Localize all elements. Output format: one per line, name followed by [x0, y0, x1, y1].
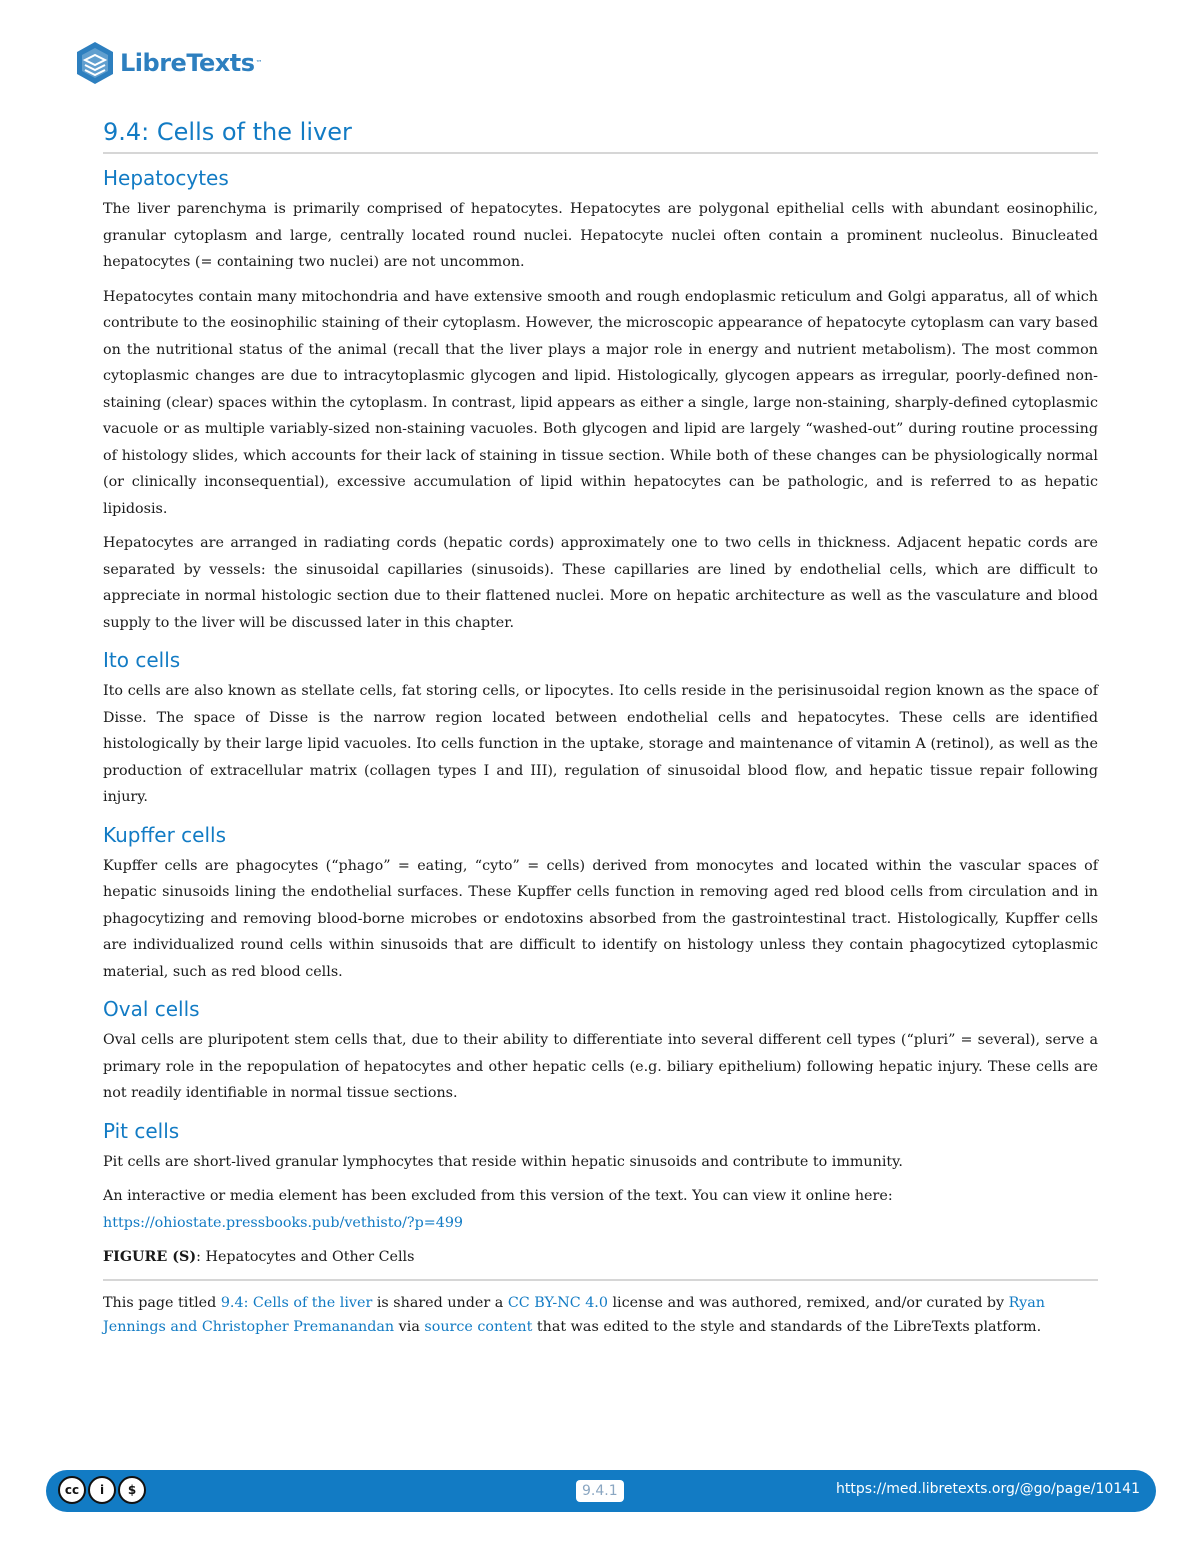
paragraph: Ito cells are also known as stellate cells, fat storing cells, or lipocytes. Ito cells reside in the perisinusoidal region known as the space of Disse. The space of Disse is the narrow region located between endothelial cells and hepatocytes. These cells are identified histologically by their large lipid vacuoles. Ito cells function in the uptake, storage and maintenance of vitamin A (retinol), as well as the production of extracellular matrix (collagen types I and III), regulation of sinusoidal blood flow, and hepatic tissue repair following injury. [103, 683, 1098, 805]
logo-text: LibreTexts [120, 49, 255, 77]
paragraph: Hepatocytes are arranged in radiating cords (hepatic cords) approximately one to two cells in thickness. Adjacent hepatic cords are separated by vessels: the sinusoidal capillaries (sinusoids). These capillaries are lined by endothelial cells, which are difficult to appreciate in normal histologic section due to their flattened nuclei. More on hepatic architecture as well as the vasculature and blood supply to the liver will be discussed later in this chapter. [103, 535, 1098, 631]
license-suffix: that was edited to the style and standards of the LibreTexts platform. [532, 1318, 1042, 1335]
section-heading: Oval cells [103, 997, 200, 1021]
by-icon: i [88, 1476, 116, 1504]
page-title-link[interactable]: 9.4: Cells of the liver [220, 1294, 373, 1311]
cc-license-badge[interactable] [58, 1476, 146, 1504]
cc-icon: cc [58, 1476, 86, 1504]
nc-icon: $ [118, 1476, 146, 1504]
logo-trademark: ™ [255, 59, 263, 67]
section-heading: Ito cells [103, 648, 181, 672]
section-ito-cells [103, 648, 1098, 811]
paragraph: Hepatocytes contain many mitochondria and have extensive smooth and rough endoplasmic reticulum and Golgi apparatus, all of which contribute to the eosinophilic staining of their cytoplasm. However, the microscopic appearance of hepatocyte cytoplasm can vary based on the nutritional status of the animal (recall that the liver plays a major role in energy and nutrient metabolism). The most common cytoplasmic changes are due to intracytoplasmic glycogen and lipid. Histologically, glycogen appears as irregular, poorly-defined non-staining (clear) spaces within the cytoplasm. In contrast, lipid appears as either a single, large non-staining, sharply-defined cytoplasmic vacuole or as multiple variably-sized non-staining vacuoles. Both glycogen and lipid are largely “washed-out” during routine processing of histology slides, which accounts for their lack of staining in tissue section. While both of these changes can be physiologically normal (or clinically inconsequential), excessive accumulation of lipid within hepatocytes can be pathologic, and is referred to as hepatic lipidosis. [103, 288, 1098, 517]
section-pit-cells [103, 1119, 1098, 1176]
source-content-link[interactable]: source content [424, 1318, 533, 1335]
paragraph: Kupffer cells are phagocytes (“phago” = eating, “cyto” = cells) derived from monocytes and located within the vascular spaces of hepatic sinusoids lining the endothelial surfaces. These Kupffer cells function in removing aged red blood cells from circulation and in phagocytizing and removing blood-borne microbes or endotoxins absorbed from the gastrointestinal tract. Histologically, Kupffer cells are individualized round cells within sinusoids that are difficult to identify on histology unless they contain phagocytized cytoplasmic material, such as red blood cells. [103, 857, 1098, 980]
section-heading: Pit cells [103, 1118, 180, 1143]
figure-caption [103, 1244, 1098, 1271]
license-mid-2: license and was authored, remixed, and/or curated by [607, 1294, 1009, 1311]
media-notice [103, 1183, 1098, 1236]
page-footer [46, 1470, 1156, 1512]
section-oval-cells [103, 997, 1098, 1107]
libretexts-logo[interactable] [74, 40, 263, 86]
license-link[interactable]: CC BY-NC 4.0 [507, 1294, 608, 1311]
authors-link[interactable]: Ryan Jennings and Christopher Premanandan [103, 1294, 1045, 1335]
footer-url[interactable]: https://med.libretexts.org/@go/page/10141 [836, 1481, 1140, 1497]
license-mid-1: is shared under a [372, 1294, 508, 1311]
license-prefix: This page titled [103, 1294, 221, 1311]
paragraph: Oval cells are pluripotent stem cells that, due to their ability to differentiate into several different cell types (“pluri” = several), serve a primary role in the repopulation of hepatocytes and other hepatic cells (e.g. biliary epithelium) following hepatic injury. These cells are not readily identifiable in normal tissue sections. [103, 1032, 1098, 1101]
license-notice [103, 1291, 1098, 1339]
figure-caption-text: : Hepatocytes and Other Cells [196, 1249, 415, 1265]
paragraph: Pit cells are short-lived granular lymphocytes that reside within hepatic sinusoids and contribute to immunity. [103, 1153, 903, 1170]
libretexts-logo-icon [74, 40, 116, 86]
section-heading: Hepatocytes [103, 166, 229, 190]
media-notice-text: An interactive or media element has been excluded from this version of the text. You can view it online here: [103, 1188, 893, 1204]
paragraph: The liver parenchyma is primarily comprised of hepatocytes. Hepatocytes are polygonal epithelial cells with abundant eosinophilic, granular cytoplasm and large, centrally located round nuclei. Hepatocyte nuclei often contain a prominent nucleolus. Binucleated hepatocytes (= containing two nuclei) are not uncommon. [103, 201, 1098, 270]
figure-label: FIGURE (S) [103, 1249, 197, 1265]
section-kupffer-cells [103, 823, 1098, 986]
media-link[interactable]: https://ohiostate.pressbooks.pub/vethisto/?p=499 [103, 1214, 464, 1231]
license-mid-3: via [394, 1318, 425, 1335]
section-hepatocytes [103, 166, 1098, 636]
section-heading: Kupffer cells [103, 822, 226, 847]
page-title: 9.4: Cells of the liver [103, 118, 1098, 154]
page-number: 9.4.1 [576, 1480, 624, 1502]
divider [103, 1279, 1098, 1281]
page-content [103, 118, 1098, 1339]
